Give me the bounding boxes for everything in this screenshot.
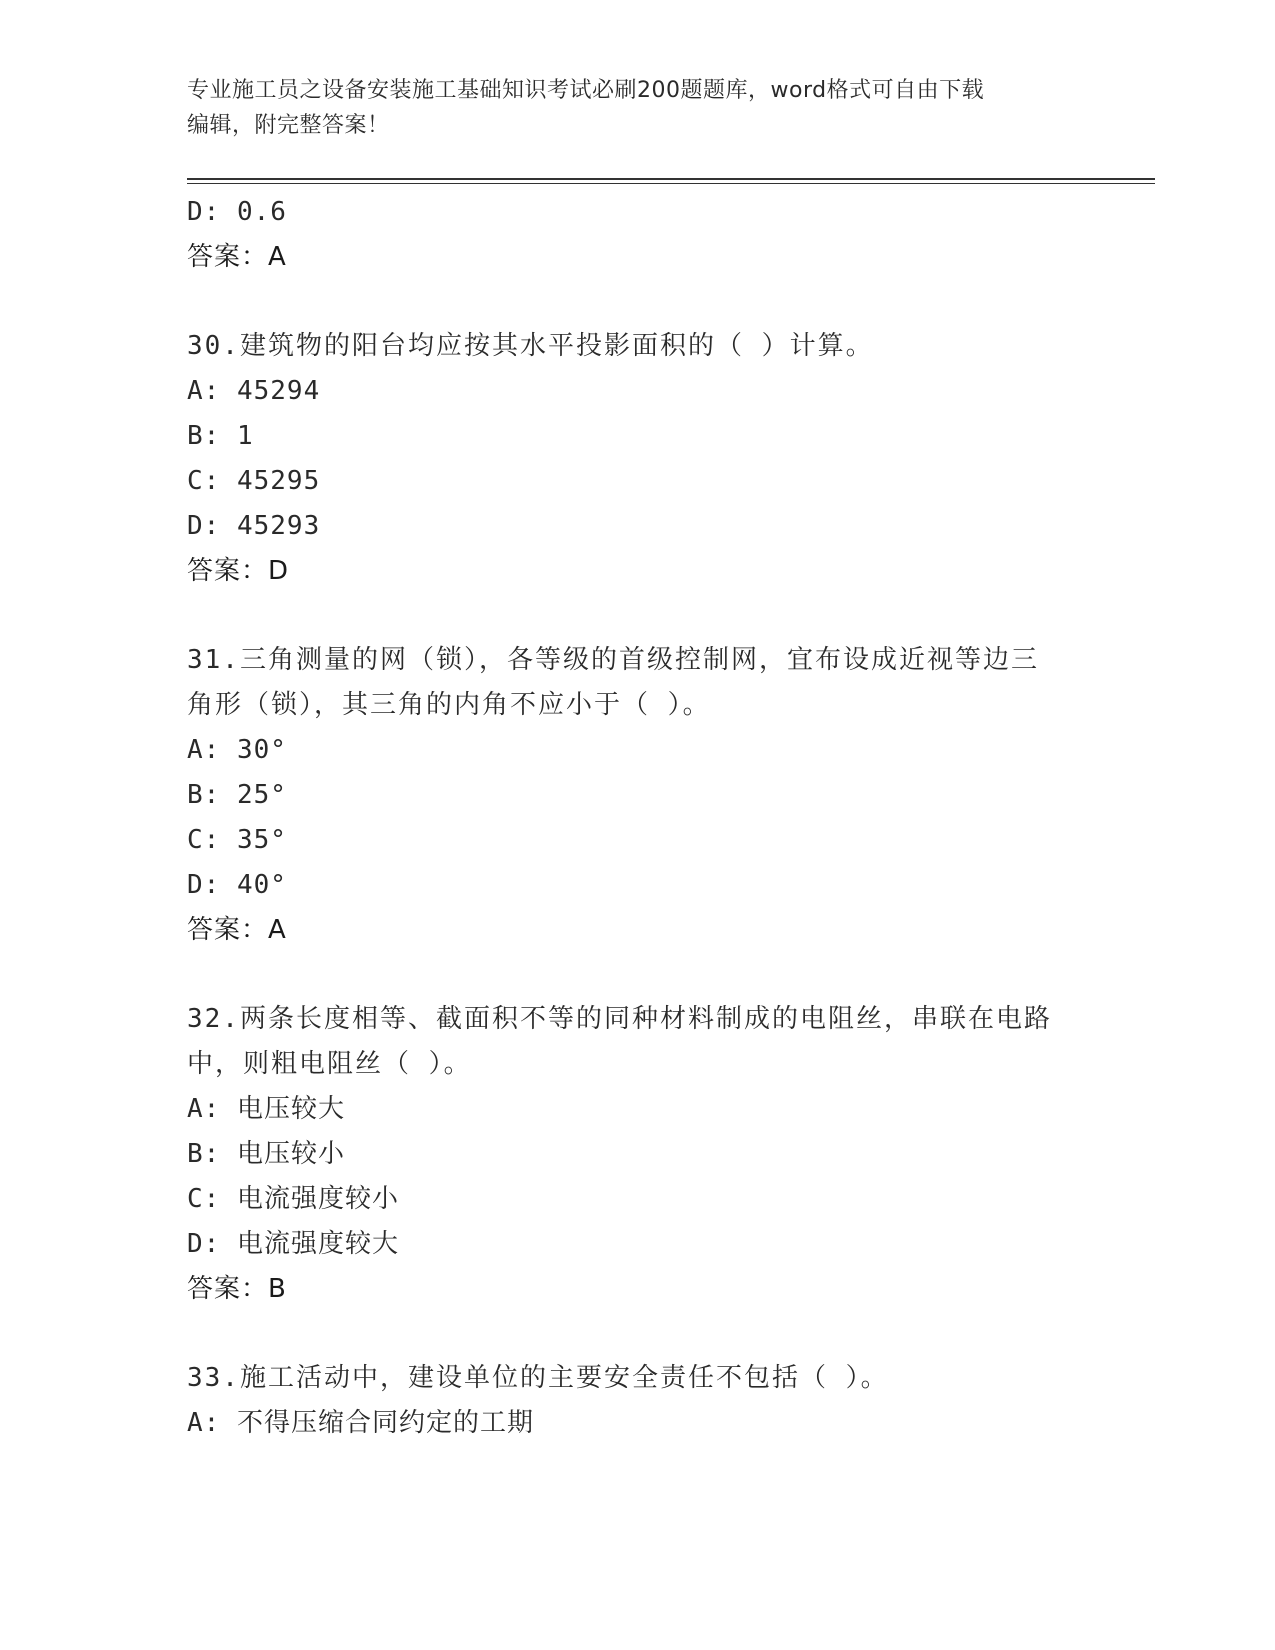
- question-stem-line-2: 角形（锁），其三角的内角不应小于（ ）。: [187, 690, 711, 720]
- prev-answer: 答案：A: [187, 242, 287, 272]
- question-stem: 30.建筑物的阳台均应按其水平投影面积的（ ）计算。: [187, 331, 874, 361]
- header-rule-thin: [187, 183, 1155, 184]
- answer: 答案：A: [187, 915, 287, 945]
- option-c: C: 电流强度较小: [187, 1184, 399, 1214]
- option-d: D: 45293: [187, 511, 321, 541]
- question-31: [187, 638, 1087, 953]
- document-header: [187, 73, 1067, 143]
- question-stem-line-2: 中，则粗电阻丝（ ）。: [187, 1049, 472, 1079]
- question-stem-line-1: 32.两条长度相等、截面积不等的同种材料制成的电阻丝，串联在电路: [187, 1004, 1052, 1034]
- question-32: [187, 997, 1087, 1312]
- answer: 答案：D: [187, 556, 290, 586]
- spacer: [187, 280, 1087, 324]
- header-title-line-2: 编辑，附完整答案！: [187, 113, 390, 138]
- option-d: D: 电流强度较大: [187, 1229, 399, 1259]
- option-a: A: 45294: [187, 376, 321, 406]
- question-stem: 33.施工活动中，建设单位的主要安全责任不包括（ ）。: [187, 1363, 889, 1393]
- spacer: [187, 594, 1087, 638]
- option-d: D: 40°: [187, 870, 287, 900]
- header-title-line-1: 专业施工员之设备安装施工基础知识考试必刷200题题库，word格式可自由下载: [187, 78, 985, 103]
- header-rule-thick: [187, 178, 1155, 180]
- question-stem-line-1: 31.三角测量的网（锁），各等级的首级控制网，宜布设成近视等边三: [187, 645, 1039, 675]
- answer: 答案：B: [187, 1274, 287, 1304]
- question-33: [187, 1356, 1087, 1446]
- option-b: B: 1: [187, 421, 254, 451]
- option-a: A: 电压较大: [187, 1094, 345, 1124]
- prev-option-d: D: 0.6: [187, 197, 287, 227]
- question-30: [187, 324, 1087, 594]
- option-c: C: 35°: [187, 825, 287, 855]
- spacer: [187, 1312, 1087, 1356]
- spacer: [187, 953, 1087, 997]
- option-a: A: 不得压缩合同约定的工期: [187, 1408, 534, 1438]
- option-a: A: 30°: [187, 735, 287, 765]
- option-c: C: 45295: [187, 466, 321, 496]
- option-b: B: 电压较小: [187, 1139, 345, 1169]
- option-b: B: 25°: [187, 780, 287, 810]
- question-list: [187, 190, 1087, 1446]
